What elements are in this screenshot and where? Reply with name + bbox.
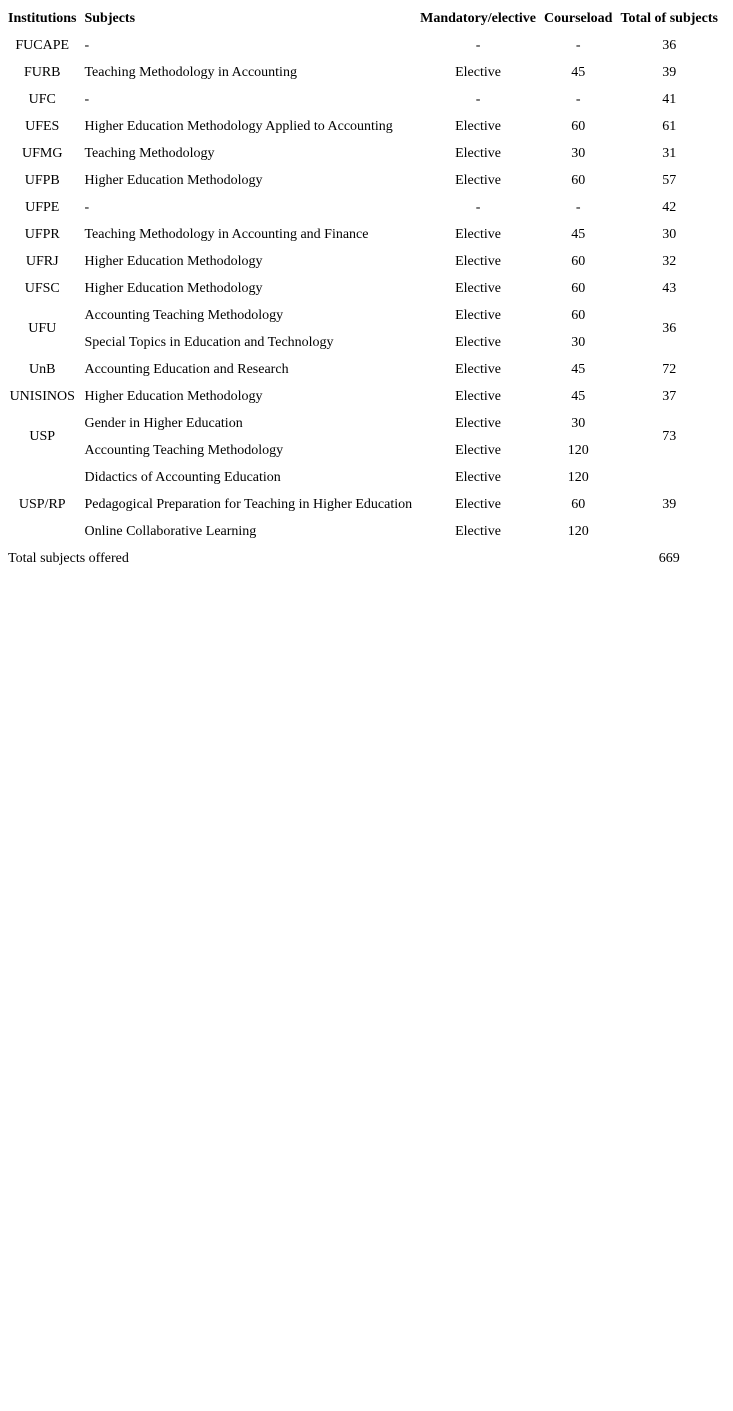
courseload-cell: 60: [571, 280, 586, 296]
mandatory-elective-cell: Elective: [455, 523, 501, 539]
subject-cell: Teaching Methodology in Accounting and Finance: [84, 226, 369, 242]
courseload-cell: 30: [571, 145, 586, 161]
subject-cell: Accounting Teaching Methodology: [84, 442, 284, 458]
courseload-cell: 120: [567, 469, 589, 485]
subject-cell: Higher Education Methodology: [84, 280, 263, 296]
table-row: [4, 59, 722, 86]
mandatory-elective-cell: -: [475, 37, 481, 53]
mandatory-elective-cell: Elective: [455, 280, 501, 296]
table-body: [4, 32, 722, 545]
table-row: [4, 518, 722, 545]
courseload-cell: 60: [571, 118, 586, 134]
subject-cell: Gender in Higher Education: [84, 415, 243, 431]
footer-row: [4, 545, 722, 572]
mandatory-elective-cell: -: [475, 199, 481, 215]
table-row: [4, 437, 722, 464]
mandatory-elective-cell: Elective: [455, 64, 501, 80]
subjects-table: [4, 5, 722, 572]
subject-cell: -: [84, 91, 90, 107]
mandatory-elective-cell: Elective: [455, 442, 501, 458]
courseload-cell: 30: [571, 334, 586, 350]
header-subjects: Subjects: [84, 10, 136, 26]
table-row: [4, 86, 722, 113]
subject-cell: Didactics of Accounting Education: [84, 469, 281, 485]
subject-cell: Teaching Methodology: [84, 145, 215, 161]
mandatory-elective-cell: Elective: [455, 388, 501, 404]
mandatory-elective-cell: Elective: [455, 253, 501, 269]
courseload-cell: -: [575, 37, 581, 53]
table-row: [4, 194, 722, 221]
total-subjects-cell: 30: [662, 226, 677, 242]
courseload-cell: 60: [571, 253, 586, 269]
institution-cell: UFMG: [22, 145, 63, 161]
institution-cell: UnB: [29, 361, 56, 377]
subject-cell: Online Collaborative Learning: [84, 523, 257, 539]
institution-cell: UFSC: [24, 280, 60, 296]
mandatory-elective-cell: Elective: [455, 334, 501, 350]
subject-cell: Higher Education Methodology: [84, 388, 263, 404]
mandatory-elective-cell: Elective: [455, 469, 501, 485]
subject-cell: -: [84, 199, 90, 215]
subject-cell: -: [84, 37, 90, 53]
table-row: [4, 275, 722, 302]
institution-cell: UFRJ: [25, 253, 59, 269]
total-subjects-cell: 36: [662, 321, 677, 336]
table-row: [4, 383, 722, 410]
mandatory-elective-cell: Elective: [455, 118, 501, 134]
total-subjects-value: 669: [658, 550, 680, 566]
total-subjects-cell: 72: [662, 361, 677, 377]
table-row: [4, 248, 722, 275]
mandatory-elective-cell: Elective: [455, 496, 501, 512]
mandatory-elective-cell: -: [475, 91, 481, 107]
total-subjects-label: Total subjects offered: [8, 550, 129, 566]
courseload-cell: -: [575, 199, 581, 215]
total-subjects-cell: 41: [662, 91, 677, 107]
institution-cell: UFES: [25, 118, 60, 134]
courseload-cell: 45: [571, 361, 586, 377]
mandatory-elective-cell: Elective: [455, 361, 501, 377]
institution-cell: USP: [29, 429, 56, 444]
courseload-cell: 60: [571, 172, 586, 188]
total-subjects-cell: 42: [662, 199, 677, 215]
mandatory-elective-cell: Elective: [455, 415, 501, 431]
header-courseload: Courseload: [543, 10, 613, 26]
courseload-cell: 60: [571, 307, 586, 323]
header-mandatory-elective: Mandatory/elective: [420, 10, 536, 26]
mandatory-elective-cell: Elective: [455, 226, 501, 242]
total-subjects-cell: 37: [662, 388, 677, 404]
institution-cell: FURB: [23, 64, 61, 80]
institution-cell: UFPR: [24, 226, 60, 242]
total-subjects-cell: 39: [662, 64, 677, 80]
subject-cell: Teaching Methodology in Accounting: [84, 64, 297, 80]
total-subjects-cell: 36: [662, 37, 677, 53]
mandatory-elective-cell: Elective: [455, 145, 501, 161]
table-row: [4, 140, 722, 167]
table-row: [4, 32, 722, 59]
courseload-cell: 45: [571, 64, 586, 80]
total-subjects-cell: 73: [662, 429, 677, 444]
table-row: [4, 356, 722, 383]
total-subjects-cell: 43: [662, 280, 677, 296]
courseload-cell: 45: [571, 388, 586, 404]
courseload-cell: 45: [571, 226, 586, 242]
header-total-subjects: Total of subjects: [620, 10, 718, 26]
total-subjects-cell: 61: [662, 118, 677, 134]
courseload-cell: 30: [571, 415, 586, 431]
total-subjects-cell: 39: [662, 496, 677, 512]
table-row: [4, 167, 722, 194]
subject-cell: Pedagogical Preparation for Teaching in Higher Education: [84, 496, 413, 512]
table-row: [4, 329, 722, 356]
institution-cell: UFU: [28, 321, 57, 336]
mandatory-elective-cell: Elective: [455, 307, 501, 323]
header-row: [4, 5, 722, 32]
courseload-cell: 120: [567, 523, 589, 539]
table-row: [4, 410, 722, 437]
courseload-cell: 60: [571, 496, 586, 512]
subject-cell: Higher Education Methodology: [84, 172, 263, 188]
subject-cell: Higher Education Methodology: [84, 253, 263, 269]
total-subjects-cell: 57: [662, 172, 677, 188]
header-institutions: Institutions: [8, 10, 77, 26]
institution-cell: UFC: [28, 91, 56, 107]
table-row: [4, 464, 722, 491]
table-row: [4, 113, 722, 140]
mandatory-elective-cell: Elective: [455, 172, 501, 188]
table-row: [4, 491, 722, 518]
subject-cell: Accounting Teaching Methodology: [84, 307, 284, 323]
institution-cell: USP/RP: [18, 496, 66, 512]
courseload-cell: -: [575, 91, 581, 107]
subject-cell: Special Topics in Education and Technology: [84, 334, 334, 350]
subject-cell: Higher Education Methodology Applied to Accounting: [84, 118, 393, 134]
institution-cell: UNISINOS: [9, 388, 75, 404]
table-row: [4, 302, 722, 329]
total-subjects-cell: 31: [662, 145, 677, 161]
courseload-cell: 120: [567, 442, 589, 458]
institution-cell: UFPE: [25, 199, 60, 215]
institution-cell: UFPB: [24, 172, 60, 188]
table-row: [4, 221, 722, 248]
institution-cell: FUCAPE: [15, 37, 70, 53]
total-subjects-cell: 32: [662, 253, 677, 269]
subject-cell: Accounting Education and Research: [84, 361, 289, 377]
